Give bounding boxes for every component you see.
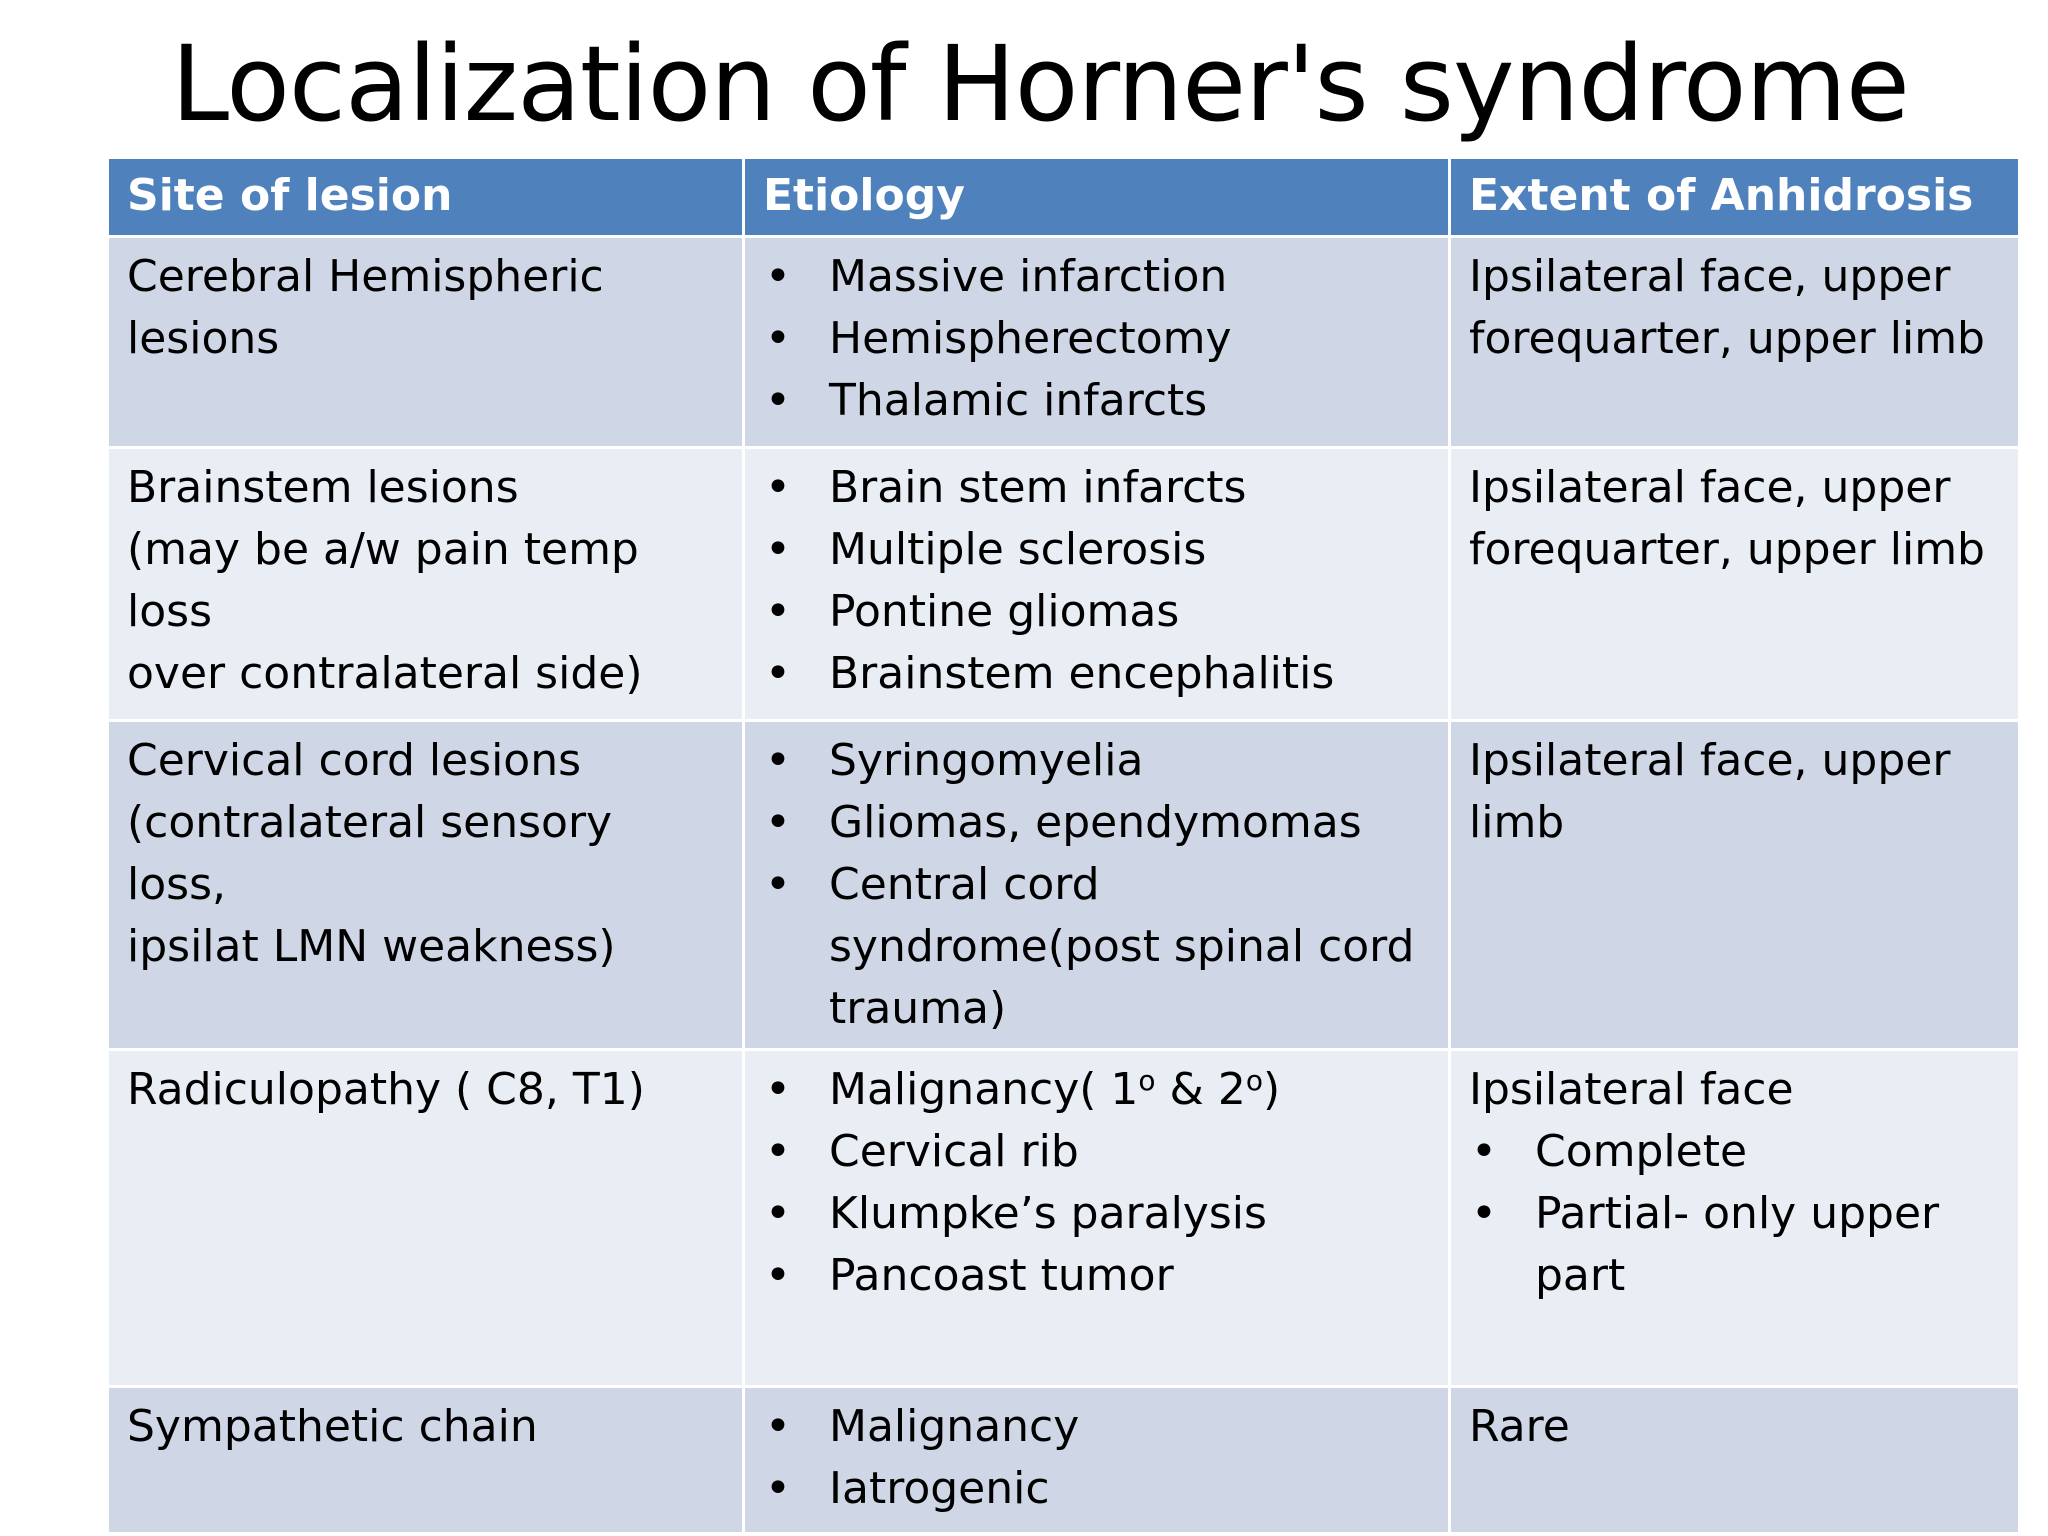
site-text: (contralateral sensory loss,	[127, 797, 613, 910]
extent-text: Ipsilateral face	[1469, 1064, 1794, 1115]
list-item: • Gliomas, ependymomas	[763, 792, 1430, 854]
site-cell	[108, 448, 744, 721]
extent-list	[1469, 1121, 2000, 1307]
list-item: • Klumpke’s paralysis	[763, 1183, 1430, 1245]
extent-text: forequarter, upper limb	[1469, 313, 1985, 364]
etiology-cell	[744, 237, 1450, 448]
site-cell	[108, 237, 744, 448]
table-row	[108, 1050, 2020, 1387]
table	[106, 156, 2021, 1535]
site-text: Cerebral Hemispheric	[127, 251, 604, 302]
extent-text: Ipsilateral face, upper	[1469, 251, 1951, 302]
list-item: • Thalamic infarcts	[763, 370, 1430, 432]
header-etiology: Etiology	[744, 158, 1450, 237]
list-item: • Pontine gliomas	[763, 581, 1430, 643]
extent-cell	[1450, 1387, 2020, 1534]
extent-cell	[1450, 448, 2020, 721]
list-item: • Pancoast tumor	[763, 1245, 1430, 1307]
etiology-list	[763, 730, 1430, 1040]
table-row	[108, 448, 2020, 721]
list-item: • Iatrogenic	[763, 1458, 1430, 1520]
table-row	[108, 1387, 2020, 1534]
list-item: • Central cord syndrome(post spinal cord trauma)	[763, 854, 1430, 1040]
horner-localization-table	[106, 156, 2018, 1535]
header-row	[108, 158, 2020, 237]
list-item: • Hemispherectomy	[763, 308, 1430, 370]
site-cell	[108, 721, 744, 1050]
site-text: Brainstem lesions	[127, 462, 519, 513]
site-text: (may be a/w pain temp loss	[127, 524, 639, 637]
extent-cell	[1450, 1050, 2020, 1387]
table-row	[108, 237, 2020, 448]
list-item: • Multiple sclerosis	[763, 519, 1430, 581]
table-row	[108, 721, 2020, 1050]
list-item: • Partial- only upper part	[1469, 1183, 2000, 1307]
list-item: • Malignancy	[763, 1396, 1430, 1458]
list-item: • Brain stem infarcts	[763, 457, 1430, 519]
extent-cell	[1450, 237, 2020, 448]
etiology-cell	[744, 1050, 1450, 1387]
extent-cell	[1450, 721, 2020, 1050]
extent-text: Ipsilateral face, upper	[1469, 735, 1951, 786]
etiology-cell	[744, 721, 1450, 1050]
slide-title: Localization of Horner's syndrome	[171, 23, 1909, 145]
site-text: Radiculopathy ( C8, T1)	[127, 1064, 645, 1115]
superscript-degree: o	[1245, 1064, 1263, 1097]
list-item: • Syringomyelia	[763, 730, 1430, 792]
malignancy-text: Malignancy( 1	[829, 1064, 1139, 1115]
header-site-of-lesion: Site of lesion	[108, 158, 744, 237]
site-text: lesions	[127, 313, 280, 364]
list-item: • Complete	[1469, 1121, 2000, 1183]
extent-text: forequarter, upper limb	[1469, 524, 1985, 575]
extent-text: Rare	[1469, 1401, 1570, 1452]
list-item: • Massive infarction	[763, 246, 1430, 308]
site-text: Cervical cord lesions	[127, 735, 582, 786]
etiology-cell	[744, 1387, 1450, 1534]
list-item-malignancy	[763, 1059, 1430, 1121]
extent-text: Ipsilateral face, upper	[1469, 462, 1951, 513]
superscript-degree: o	[1138, 1064, 1156, 1097]
etiology-list	[763, 246, 1430, 432]
malignancy-text: & 2	[1155, 1064, 1246, 1115]
extent-text: limb	[1469, 797, 1565, 848]
site-cell	[108, 1050, 744, 1387]
site-cell	[108, 1387, 744, 1534]
site-text: ipsilat LMN weakness)	[127, 921, 616, 972]
etiology-cell	[744, 448, 1450, 721]
etiology-list	[763, 457, 1430, 705]
header-extent-of-anhidrosis: Extent of Anhidrosis	[1450, 158, 2020, 237]
list-item: • Cervical rib	[763, 1121, 1430, 1183]
site-text: over contralateral side)	[127, 648, 643, 699]
list-item: • Brainstem encephalitis	[763, 643, 1430, 705]
etiology-list	[763, 1396, 1430, 1520]
malignancy-text: )	[1262, 1064, 1281, 1115]
etiology-list	[763, 1059, 1430, 1307]
site-text: Sympathetic chain	[127, 1401, 538, 1452]
